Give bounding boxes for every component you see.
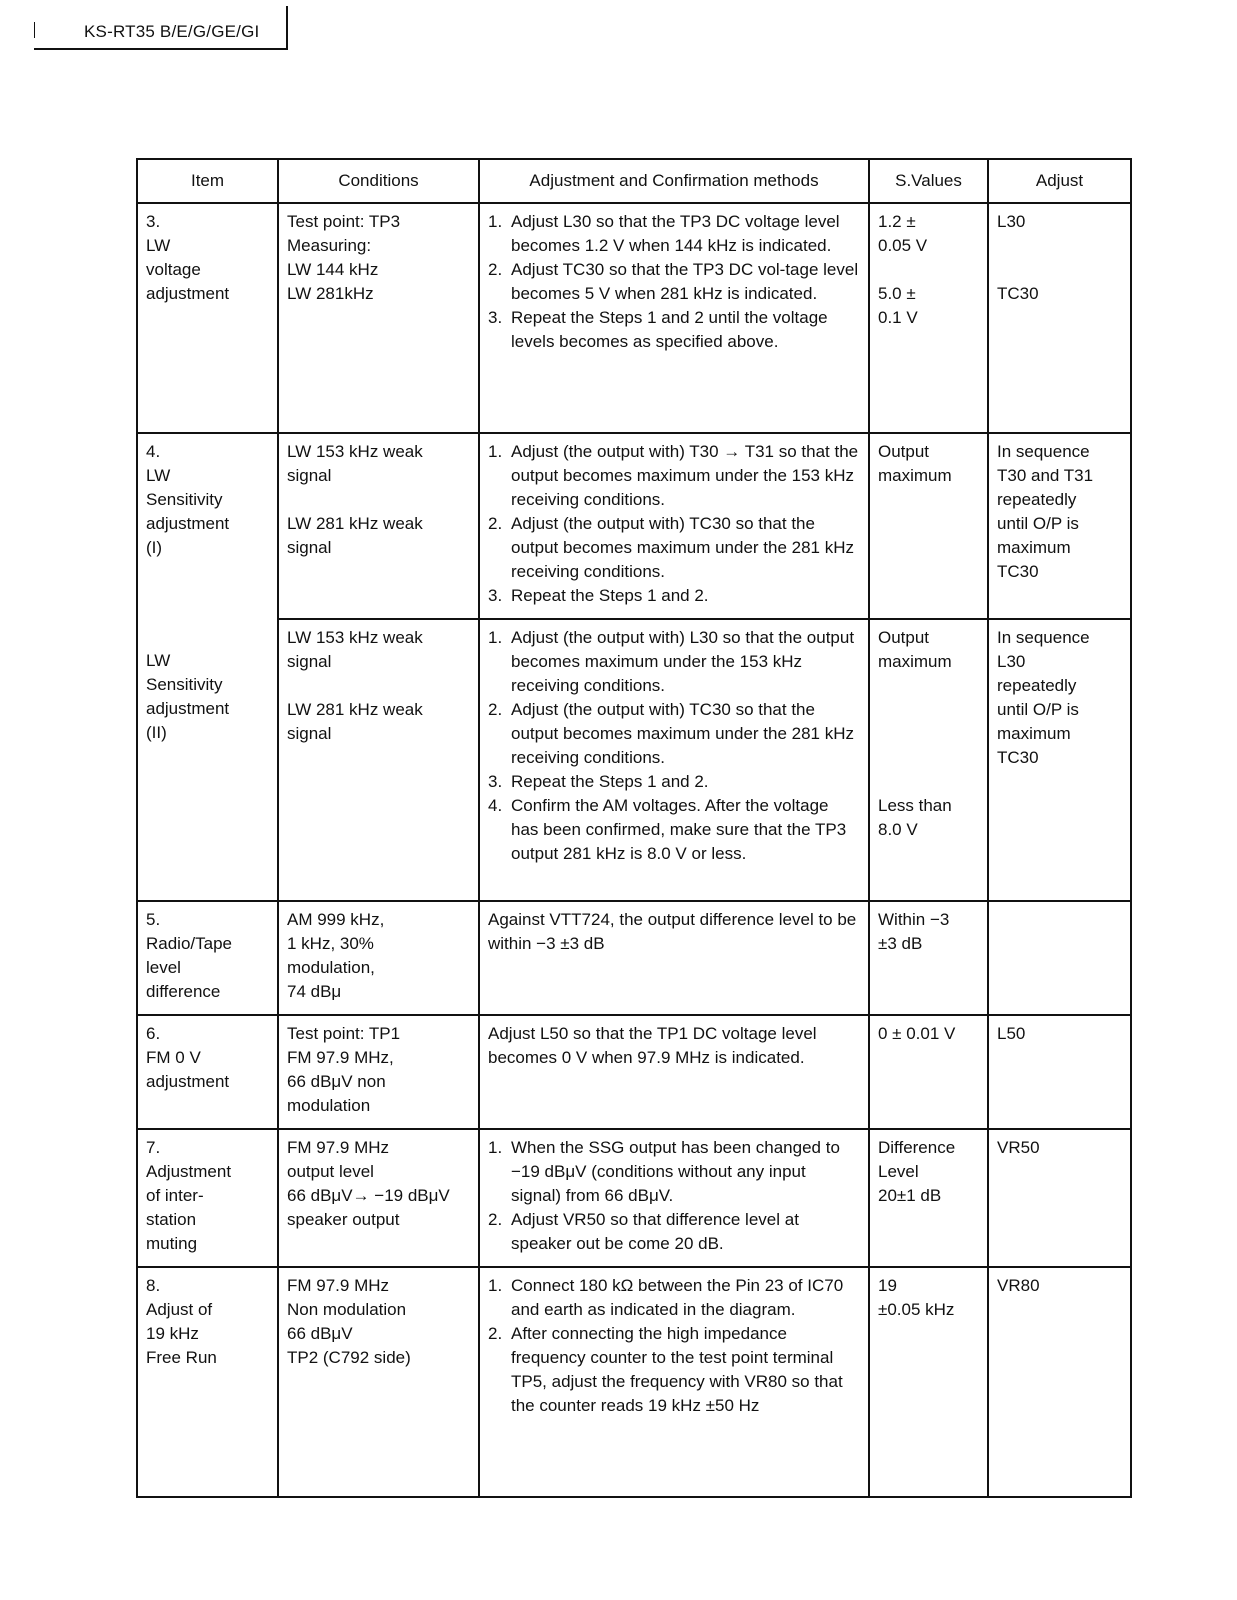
svalues-cell	[869, 433, 988, 619]
method-step	[488, 794, 860, 866]
cell-line: Test point: TP1	[287, 1024, 401, 1043]
blank-line	[878, 258, 979, 282]
blank-line	[287, 674, 470, 698]
method-step	[488, 306, 860, 354]
table-row	[137, 901, 1131, 1015]
cell-line: ±0.05 kHz	[878, 1300, 955, 1319]
cell-line: TC30	[997, 284, 1039, 303]
item-line: adjustment	[146, 514, 230, 533]
cell-line: L50	[997, 1024, 1026, 1043]
cell-line: maximum	[878, 652, 952, 671]
cell-line: maximum	[997, 538, 1071, 557]
item-cell	[137, 1129, 278, 1267]
table-row	[137, 619, 1131, 901]
cell-line: signal	[287, 538, 332, 557]
item-name	[146, 649, 246, 745]
conditions-cell	[278, 433, 479, 619]
conditions-cell	[278, 1129, 479, 1267]
cell-line: TC30	[997, 562, 1039, 581]
cell-line: signal	[287, 466, 332, 485]
item-line: of inter-	[146, 1186, 204, 1205]
item-line: adjustment	[146, 1072, 230, 1091]
item-cell	[137, 901, 278, 1015]
cell-line: VR50	[997, 1138, 1040, 1157]
item-name	[146, 1046, 246, 1094]
col-header-methods: Adjustment and Confirmation methods	[479, 159, 869, 203]
item-cell	[137, 619, 278, 901]
item-name	[146, 932, 246, 1004]
step-text: Repeat the Steps 1 and 2.	[511, 772, 709, 791]
cell-line: In sequence	[997, 628, 1090, 647]
step-number: 3.	[488, 308, 503, 327]
adjustment-table	[136, 158, 1132, 1498]
item-line: adjustment	[146, 699, 230, 718]
cell-line: 8.0 V	[878, 820, 918, 839]
blank-line	[287, 488, 470, 512]
item-line: station	[146, 1210, 197, 1229]
cell-line: ±3 dB	[878, 934, 923, 953]
item-cell	[137, 433, 278, 619]
method-steps	[488, 1274, 860, 1418]
cell-line: Difference	[878, 1138, 956, 1157]
step-text: After connecting the high impedance frequency counter to the test point terminal TP5, adjust the frequency with VR80 so that the counter reads 19 kHz ±50 Hz	[511, 1324, 843, 1415]
step-text: Adjust (the output with) T30 → T31 so that the output becomes maximum under the 153 kHz receiving conditions.	[511, 442, 859, 509]
cell-line: FM 97.9 MHz	[287, 1276, 390, 1295]
conditions-cell	[278, 203, 479, 433]
item-line: LW	[146, 651, 171, 670]
cell-line: output level	[287, 1162, 374, 1181]
item-number: 4.	[146, 442, 161, 461]
cell-line: LW 153 kHz weak	[287, 628, 423, 647]
cell-line: AM 999 kHz,	[287, 910, 385, 929]
cell-line: In sequence	[997, 442, 1090, 461]
cell-line: VR80	[997, 1276, 1040, 1295]
step-number: 3.	[488, 586, 503, 605]
step-number: 4.	[488, 796, 503, 815]
cell-line: Output	[878, 628, 930, 647]
item-line: FM 0 V	[146, 1048, 201, 1067]
methods-cell	[479, 203, 869, 433]
cell-line: L30	[997, 212, 1026, 231]
col-header-item: Item	[137, 159, 278, 203]
item-number: 6.	[146, 1024, 161, 1043]
table-header-row	[137, 159, 1131, 203]
cell-line: T30 and T31	[997, 466, 1094, 485]
step-number: 2.	[488, 700, 503, 719]
item-line: adjustment	[146, 284, 230, 303]
col-header-conditions: Conditions	[278, 159, 479, 203]
item-line: Free Run	[146, 1348, 217, 1367]
item-line: Radio/Tape	[146, 934, 233, 953]
step-text: Adjust VR50 so that difference level at speaker out be come 20 dB.	[511, 1210, 799, 1253]
item-line: Sensitivity	[146, 490, 223, 509]
blank-line	[878, 722, 979, 746]
cell-line: until O/P is	[997, 700, 1079, 719]
cell-line: Measuring:	[287, 236, 372, 255]
item-line: Adjustment	[146, 1162, 232, 1181]
table-row	[137, 1267, 1131, 1497]
conditions-cell	[278, 619, 479, 901]
cell-line: FM 97.9 MHz,	[287, 1048, 394, 1067]
cell-line: Level	[878, 1162, 919, 1181]
blank-line	[997, 234, 1122, 258]
table-row	[137, 433, 1131, 619]
cell-line: LW 281 kHz weak	[287, 700, 423, 719]
cell-line: 66 dBμV	[287, 1324, 353, 1343]
step-number: 1.	[488, 628, 503, 647]
step-text: Repeat the Steps 1 and 2.	[511, 586, 709, 605]
svalues-cell	[869, 1129, 988, 1267]
step-number: 2.	[488, 514, 503, 533]
svalues-cell	[869, 1015, 988, 1129]
item-name	[146, 464, 246, 560]
cell-line: L30	[997, 652, 1026, 671]
svalues-cell	[869, 203, 988, 433]
method-step	[488, 584, 860, 608]
item-line: (I)	[146, 538, 163, 557]
adjust-cell	[988, 433, 1131, 619]
step-number: 1.	[488, 1138, 503, 1157]
adjust-cell	[988, 1129, 1131, 1267]
item-line: 19 kHz	[146, 1324, 199, 1343]
cell-line: 66 dBμV non	[287, 1072, 386, 1091]
cell-line: 0.05 V	[878, 236, 928, 255]
cell-line: Test point: TP3	[287, 212, 401, 231]
method-steps	[488, 440, 860, 608]
cell-line: maximum	[997, 724, 1071, 743]
cell-line: 20±1 dB	[878, 1186, 942, 1205]
method-step	[488, 1322, 860, 1418]
conditions-cell	[278, 1015, 479, 1129]
methods-cell	[479, 619, 869, 901]
item-number: 3.	[146, 212, 161, 231]
cell-line: Non modulation	[287, 1300, 407, 1319]
method-step	[488, 698, 860, 770]
method-step	[488, 1274, 860, 1322]
cell-line: until O/P is	[997, 514, 1079, 533]
method-step	[488, 258, 860, 306]
cell-line: LW 281kHz	[287, 284, 374, 303]
blank-line	[878, 770, 979, 794]
item-line: muting	[146, 1234, 198, 1253]
step-text: Adjust TC30 so that the TP3 DC vol-tage level becomes 5 V when 281 kHz is indicated.	[511, 260, 859, 303]
item-line: LW	[146, 466, 171, 485]
item-cell	[137, 203, 278, 433]
cell-line: 19	[878, 1276, 897, 1295]
item-line: difference	[146, 982, 221, 1001]
header-rule-mark	[34, 22, 35, 38]
item-name	[146, 1298, 246, 1370]
adjust-cell	[988, 1015, 1131, 1129]
step-number: 2.	[488, 1324, 503, 1343]
cell-line: Within −3	[878, 910, 950, 929]
table-body	[137, 203, 1131, 1497]
cell-line: 0.1 V	[878, 308, 918, 327]
item-cell	[137, 1015, 278, 1129]
method-steps	[488, 210, 860, 354]
page-header	[34, 6, 288, 50]
method-step	[488, 1136, 860, 1208]
cell-line: 0 ± 0.01 V	[878, 1024, 956, 1043]
model-title: KS-RT35 B/E/G/GE/GI	[84, 22, 260, 41]
step-text: Repeat the Steps 1 and 2 until the voltage levels becomes as specified above.	[511, 308, 828, 351]
step-text: When the SSG output has been changed to −19 dBμV (conditions without any input signal) from 66 dBμV.	[511, 1138, 840, 1205]
conditions-cell	[278, 901, 479, 1015]
adjust-cell	[988, 901, 1131, 1015]
cell-line: maximum	[878, 466, 952, 485]
cell-line: TP2 (C792 side)	[287, 1348, 411, 1367]
item-name	[146, 1160, 246, 1256]
cell-line: TC30	[997, 748, 1039, 767]
method-steps	[488, 1136, 860, 1256]
step-number: 3.	[488, 772, 503, 791]
step-number: 2.	[488, 260, 503, 279]
cell-line: 66 dBμV→ −19 dBμV	[287, 1186, 450, 1205]
blank-line	[878, 674, 979, 698]
item-line: (II)	[146, 723, 167, 742]
method-step	[488, 1208, 860, 1256]
cell-line: Less than	[878, 796, 952, 815]
step-number: 1.	[488, 442, 503, 461]
cell-line: modulation,	[287, 958, 375, 977]
cell-line: LW 144 kHz	[287, 260, 379, 279]
item-line: Sensitivity	[146, 675, 223, 694]
step-text: Confirm the AM voltages. After the voltage has been confirmed, make sure that the TP3 output 281 kHz is 8.0 V or less.	[511, 796, 847, 863]
methods-cell	[479, 1015, 869, 1129]
step-text: Adjust (the output with) TC30 so that the output becomes maximum under the 281 kHz receiving conditions.	[511, 514, 855, 581]
svalues-cell	[869, 619, 988, 901]
cell-line: 74 dBμ	[287, 982, 342, 1001]
method-step	[488, 512, 860, 584]
methods-cell	[479, 901, 869, 1015]
blank-line	[878, 698, 979, 722]
blank-line	[997, 258, 1122, 282]
adjust-cell	[988, 1267, 1131, 1497]
table-row	[137, 203, 1131, 433]
cell-line: LW 281 kHz weak	[287, 514, 423, 533]
cell-line: signal	[287, 652, 332, 671]
methods-cell	[479, 1267, 869, 1497]
cell-line: repeatedly	[997, 676, 1077, 695]
col-header-svalues: S.Values	[869, 159, 988, 203]
cell-line: modulation	[287, 1096, 371, 1115]
step-number: 1.	[488, 212, 503, 231]
item-line: level	[146, 958, 181, 977]
table-row	[137, 1015, 1131, 1129]
cell-line: Output	[878, 442, 930, 461]
step-number: 2.	[488, 1210, 503, 1229]
methods-cell	[479, 1129, 869, 1267]
cell-line: FM 97.9 MHz	[287, 1138, 390, 1157]
step-number: 1.	[488, 1276, 503, 1295]
method-step	[488, 210, 860, 258]
method-steps	[488, 626, 860, 866]
item-number: 5.	[146, 910, 161, 929]
adjust-cell	[988, 203, 1131, 433]
method-text: Adjust L50 so that the TP1 DC voltage level becomes 0 V when 97.9 MHz is indicated.	[488, 1024, 817, 1067]
step-text: Adjust (the output with) L30 so that the output becomes maximum under the 153 kHz receiving conditions.	[511, 628, 855, 695]
step-text: Adjust L30 so that the TP3 DC voltage level becomes 1.2 V when 144 kHz is indicated.	[511, 212, 840, 255]
adjust-cell	[988, 619, 1131, 901]
item-name	[146, 234, 246, 306]
col-header-adjust: Adjust	[988, 159, 1131, 203]
item-number: 8.	[146, 1276, 161, 1295]
cell-line: speaker output	[287, 1210, 400, 1229]
step-text: Adjust (the output with) TC30 so that the output becomes maximum under the 281 kHz receiving conditions.	[511, 700, 855, 767]
methods-cell	[479, 433, 869, 619]
cell-line: 5.0 ±	[878, 284, 916, 303]
cell-line: LW 153 kHz weak	[287, 442, 423, 461]
method-step	[488, 626, 860, 698]
method-step	[488, 440, 860, 512]
item-line: LW	[146, 236, 171, 255]
cell-line: signal	[287, 724, 332, 743]
cell-line: 1 kHz, 30%	[287, 934, 374, 953]
cell-line: 1.2 ±	[878, 212, 916, 231]
method-text: Against VTT724, the output difference level to be within −3 ±3 dB	[488, 910, 857, 953]
step-text: Connect 180 kΩ between the Pin 23 of IC70 and earth as indicated in the diagram.	[511, 1276, 844, 1319]
conditions-cell	[278, 1267, 479, 1497]
item-number: 7.	[146, 1138, 161, 1157]
item-cell	[137, 1267, 278, 1497]
method-step	[488, 770, 860, 794]
item-line: voltage	[146, 260, 201, 279]
cell-line: repeatedly	[997, 490, 1077, 509]
item-line: Adjust of	[146, 1300, 213, 1319]
svalues-cell	[869, 901, 988, 1015]
blank-line	[878, 746, 979, 770]
table-row	[137, 1129, 1131, 1267]
svalues-cell	[869, 1267, 988, 1497]
